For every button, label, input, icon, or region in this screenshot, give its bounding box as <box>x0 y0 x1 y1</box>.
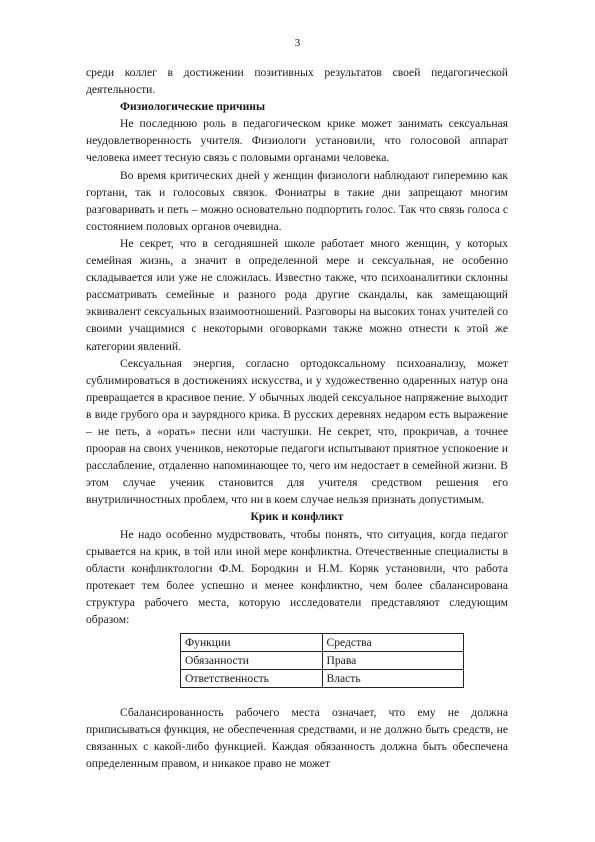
section-heading-conflict: Крик и конфликт <box>250 510 344 524</box>
paragraph: Не секрет, что в сегодняшней школе работает много женщин, у которых семейная жизнь, а значит в определенной мере и сексуальная, не особенно складывается или уже не сложилась. Известно также, что психоаналитики склонны рассматривать семейные и разного рода другие скандалы, как замещающий эквивалент сексуальных взаимоотношений. Разговоры на высоких тонах учителей со своими учащимися с некоторыми оговорками также можно отнести к этой же категории явлений. <box>86 236 508 353</box>
table-cell: Средства <box>322 634 464 652</box>
workplace-structure-table <box>180 633 464 688</box>
table-cell: Функции <box>181 634 323 652</box>
paragraph: Во время критических дней у женщин физиологи наблюдают гиперемию как гортани, так и голосовых связок. Фониатры в такие дни запрещают многим разговаривать и петь – можно основательно подпортить голос. Так что связь голоса с состоянием половых органов очевидна. <box>86 168 508 233</box>
page-number: 3 <box>294 37 301 49</box>
paragraph-continuation: среди коллег в достижении позитивных результатов своей педагогической деятельности. <box>86 66 508 97</box>
paragraph: Не последнюю роль в педагогическом крике может занимать сексуальная неудовлетворенность учителя. Физиологи установили, что голосовой аппарат человека имеет тесную связь с половыми органами человека. <box>86 117 508 165</box>
table-row <box>181 652 464 670</box>
paragraph: Не надо особенно мудрствовать, чтобы понять, что ситуация, когда педагог срывается на крик, в той или иной мере конфликтна. Отечественные специалисты в области конфликтологии Ф.М. Бородкин и Н.М. Коряк установили, что работа протекает тем более успешно и менее конфликтно, чем более сбалансирована структура рабочего места, которую исследователи представляют следующим образом: <box>86 527 508 626</box>
page-content <box>86 64 508 772</box>
table-cell: Ответственность <box>181 670 323 688</box>
paragraph: Сбалансированность рабочего места означает, что ему не должна приписываться функция, не обеспеченная средствами, и не должно быть средств, не связанных с какой-либо функцией. Каждая обязанность должна быть обеспечена определенным правом, и никакое право не может <box>86 706 508 771</box>
section-heading-physiological: Физиологические причины <box>120 100 266 114</box>
table-cell: Власть <box>322 670 464 688</box>
table-cell: Права <box>322 652 464 670</box>
table-row <box>181 670 464 688</box>
table-cell: Обязанности <box>181 652 323 670</box>
paragraph: Сексуальная энергия, согласно ортодоксальному психоанализу, может сублимироваться в достижениях искусства, и у художественно одаренных натур она превращается в красивое пение. У обычных людей сексуальное напряжение выходит в виде грубого ора и заурядного крика. В русских деревнях недаром есть выражение – не петь, а «орать» песни или частушки. Не секрет, что, прокричав, а точнее проорав на своих учеников, некоторые педагоги испытывают приятное успокоение и расслабление, отдаленно напоминающее то, чего им недостает в семейной жизни. В этом случае ученик становится для учителя средством решения его внутриличностных проблем, что ни в коем случае нельзя признать допустимым. <box>86 356 508 507</box>
table-row <box>181 634 464 652</box>
